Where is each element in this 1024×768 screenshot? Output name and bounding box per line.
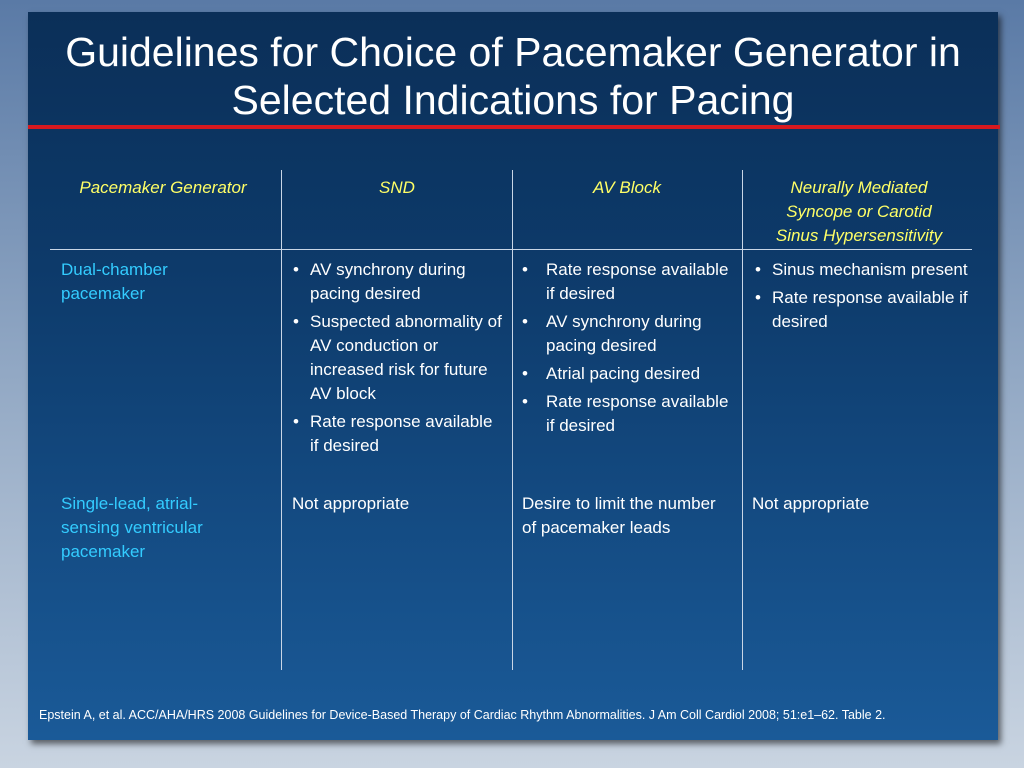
cell-single-nms: Not appropriate xyxy=(752,494,870,513)
list-item: • Atrial pacing desired xyxy=(520,362,736,386)
header-neurally-mediated-syncope xyxy=(744,176,974,248)
header-nms-line-3: Sinus Hypersensitivity xyxy=(775,226,943,245)
cell-dual-av-block xyxy=(520,258,736,442)
citation-footnote: Epstein A, et al. ACC/AHA/HRS 2008 Guidelines for Device-Based Therapy of Cardiac Rhythm Abnormalities. J Am Coll Cardiol 2008; 51:e1–62. Table 2. xyxy=(39,708,886,722)
header-nms-line-1: Neurally Mediated xyxy=(790,178,928,197)
cell-single-snd: Not appropriate xyxy=(292,494,410,513)
title-line-1: Guidelines for Choice of Pacemaker Generator in xyxy=(65,29,961,75)
row-label-line: Dual-chamber xyxy=(61,260,168,279)
list-item: • Rate response available if desired xyxy=(290,410,502,458)
list-item: • Rate response available if desired xyxy=(520,390,736,438)
cell-single-av-block: Desire to limit the number of pacemaker leads xyxy=(522,494,716,537)
title-line-2: Selected Indications for Pacing xyxy=(231,77,795,123)
list-item: • Rate response available if desired xyxy=(752,286,968,334)
header-av-block: AV Block xyxy=(592,178,662,197)
slide xyxy=(28,12,998,740)
cell-dual-snd xyxy=(290,258,502,462)
row-label-line: Single-lead, atrial- xyxy=(61,494,199,513)
header-snd: SND xyxy=(379,178,415,197)
slide-title xyxy=(28,28,998,124)
header-divider xyxy=(50,249,972,250)
column-divider-2 xyxy=(512,170,513,670)
header-pacemaker-generator: Pacemaker Generator xyxy=(79,178,247,197)
row-label-line: pacemaker xyxy=(61,284,146,303)
row-label-line: pacemaker xyxy=(61,542,146,561)
column-divider-3 xyxy=(742,170,743,670)
list-item: • Sinus mechanism present xyxy=(752,258,968,282)
row-label-line: sensing ventricular xyxy=(61,518,203,537)
title-divider xyxy=(28,125,1000,129)
cell-dual-nms xyxy=(752,258,968,338)
list-item: • Rate response available if desired xyxy=(520,258,736,306)
list-item: • AV synchrony during pacing desired xyxy=(290,258,502,306)
list-item: • Suspected abnormality of AV conduction or increased risk for future AV block xyxy=(290,310,502,406)
header-nms-line-2: Syncope or Carotid xyxy=(786,202,932,221)
row-label-single-lead xyxy=(61,492,271,564)
column-divider-1 xyxy=(281,170,282,670)
list-item: • AV synchrony during pacing desired xyxy=(520,310,736,358)
row-label-dual-chamber xyxy=(61,258,271,306)
